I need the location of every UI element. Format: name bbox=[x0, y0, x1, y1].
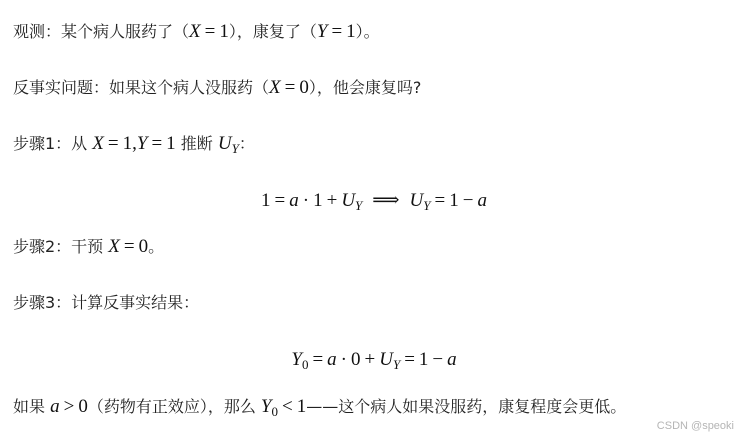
step2-text: 步骤2：干预 bbox=[13, 237, 109, 256]
math-op: > bbox=[63, 396, 75, 417]
math-op: = bbox=[331, 21, 343, 42]
watermark: CSDN @speoki bbox=[656, 420, 734, 432]
question-text: ），他会康复吗? bbox=[308, 78, 422, 97]
question-text: 反事实问题：如果这个病人没服药（ bbox=[13, 78, 270, 97]
math-var: a bbox=[477, 190, 487, 211]
math-num: 0 bbox=[299, 77, 309, 98]
math-var: U bbox=[409, 190, 424, 211]
math-op: = bbox=[204, 21, 216, 42]
math-var: Y bbox=[291, 349, 302, 370]
math-var: a bbox=[50, 396, 60, 417]
math-num: 0 bbox=[78, 396, 88, 417]
math-var: X bbox=[269, 77, 281, 98]
observation-text: 观测：某个病人服药了（ bbox=[13, 22, 190, 41]
math-subscript: Y bbox=[231, 141, 239, 156]
math-var: a bbox=[327, 349, 337, 370]
math-num: 1 bbox=[418, 349, 429, 370]
math-var: U bbox=[379, 349, 393, 370]
math-num: 0 bbox=[138, 236, 149, 257]
math-op: · bbox=[340, 349, 347, 370]
conclusion-text: 如果 bbox=[13, 397, 51, 416]
math-var: a bbox=[289, 190, 299, 211]
math-var: X bbox=[108, 236, 120, 257]
math-num: 1 bbox=[219, 21, 229, 42]
step3-line bbox=[13, 292, 199, 314]
math-var: Y bbox=[136, 133, 148, 154]
math-op: = bbox=[151, 133, 163, 154]
math-var: U bbox=[341, 190, 356, 211]
math-subscript: Y bbox=[392, 357, 401, 372]
math-num: 1 bbox=[261, 190, 271, 211]
step1-line bbox=[13, 133, 255, 160]
step2-line bbox=[13, 236, 164, 258]
math-var: Y bbox=[260, 396, 272, 417]
equation-1 bbox=[0, 187, 748, 219]
math-op: = bbox=[434, 190, 446, 211]
question-line bbox=[13, 77, 421, 99]
math-op: = bbox=[284, 77, 296, 98]
conclusion-text: ——这个病人如果没服药，康复程度会更低。 bbox=[306, 397, 627, 416]
math-op: · bbox=[302, 190, 310, 211]
math-op: = bbox=[274, 190, 286, 211]
math-var: U bbox=[217, 133, 232, 154]
math-num: 1 bbox=[166, 133, 176, 154]
observation-text: ）。 bbox=[355, 22, 380, 41]
math-op: < bbox=[281, 396, 293, 417]
math-num: 1 bbox=[449, 190, 459, 211]
conclusion-text: （药物有正效应），那么 bbox=[87, 397, 261, 416]
conclusion-line bbox=[13, 396, 626, 423]
math-var: Y bbox=[316, 21, 328, 42]
observation-text: ），康复了（ bbox=[228, 22, 317, 41]
math-num: 0 bbox=[351, 349, 361, 370]
math-num: 1 bbox=[313, 190, 323, 211]
step1-text: 推断 bbox=[175, 134, 218, 153]
implies-arrow: ⟹ bbox=[372, 190, 400, 211]
math-subscript: 0 bbox=[301, 357, 309, 372]
step1-text: 步骤1：从 bbox=[13, 134, 93, 153]
math-op: − bbox=[462, 190, 474, 211]
math-op: = bbox=[123, 236, 135, 257]
math-num: 1 bbox=[296, 396, 307, 417]
math-var: a bbox=[447, 349, 457, 370]
step3-text: 步骤3：计算反事实结果： bbox=[13, 293, 200, 312]
math-op: + bbox=[364, 349, 376, 370]
step1-text: ： bbox=[238, 134, 255, 153]
math-op: − bbox=[432, 349, 444, 370]
math-op: = bbox=[404, 349, 415, 370]
equation-2 bbox=[0, 346, 748, 378]
math-subscript: Y bbox=[355, 198, 363, 213]
step2-text: 。 bbox=[148, 237, 165, 256]
math-op: + bbox=[326, 190, 338, 211]
math-op: = bbox=[107, 133, 119, 154]
math-num: 1, bbox=[122, 133, 137, 154]
math-subscript: 0 bbox=[271, 404, 278, 419]
math-var: X bbox=[92, 133, 104, 154]
math-subscript: Y bbox=[423, 198, 431, 213]
observation-line bbox=[13, 21, 380, 43]
math-var: X bbox=[189, 21, 201, 42]
math-num: 1 bbox=[346, 21, 356, 42]
math-op: = bbox=[312, 349, 324, 370]
